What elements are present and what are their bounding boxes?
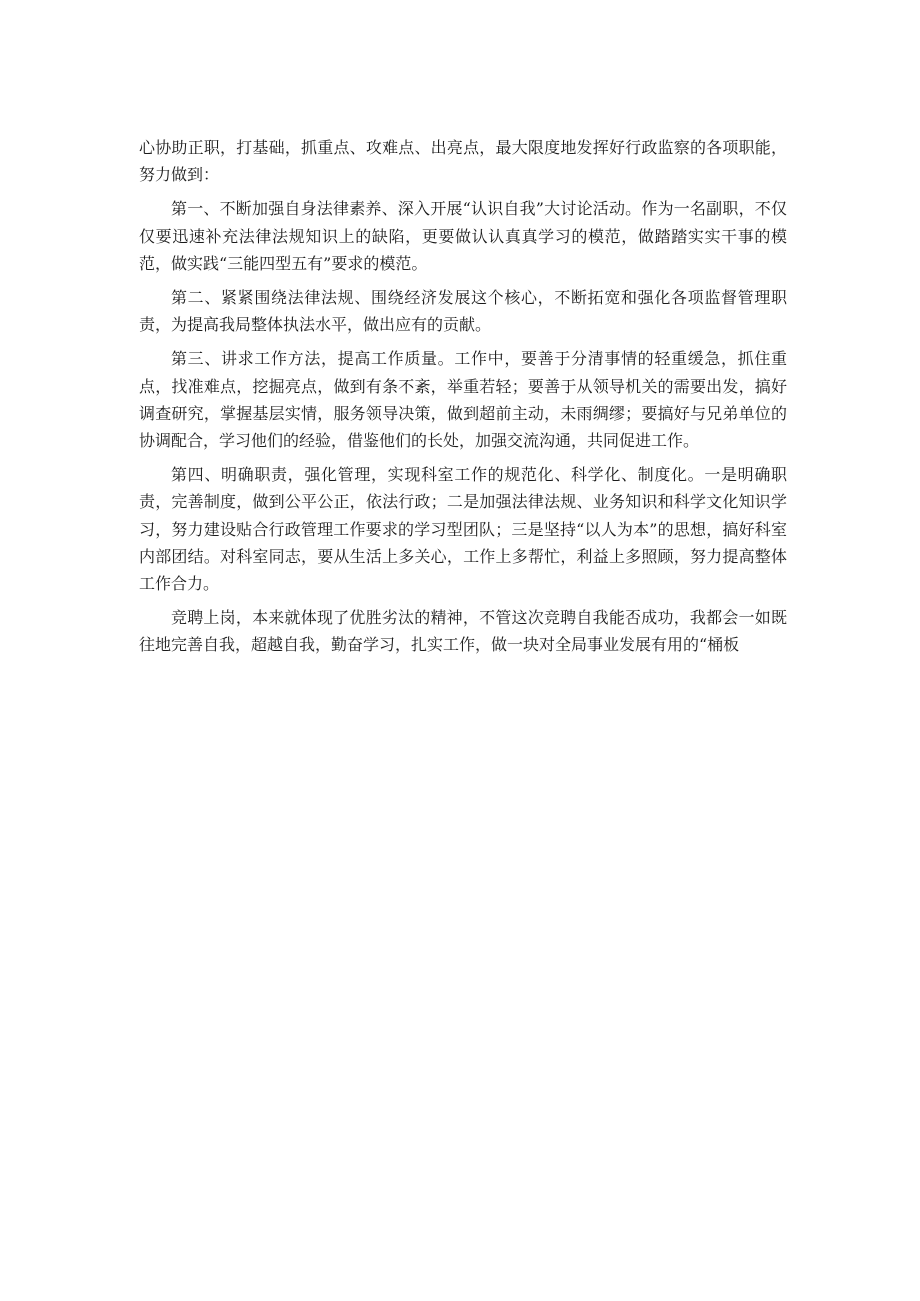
paragraph-continuation: 心协助正职，打基础，抓重点、攻难点、出亮点，最大限度地发挥好行政监察的各项职能，努力做到： [139, 138, 787, 185]
paragraph-first: 第一、不断加强自身法律素养、深入开展“认识自我”大讨论活动。作为一名副职，不仅仅要迅速补充法律法规知识上的缺陷，更要做认认真真学习的模范，做踏踏实实干事的模范，做实践“三能四型五有”要求的模范。 [139, 199, 787, 273]
paragraph-second: 第二、紧紧围绕法律法规、围绕经济发展这个核心，不断拓宽和强化各项监督管理职责，为提高我局整体执法水平，做出应有的贡献。 [139, 288, 787, 335]
document-body [139, 134, 787, 666]
paragraph-third: 第三、讲求工作方法，提高工作质量。工作中，要善于分清事情的轻重缓急，抓住重点，找准难点，挖掘亮点，做到有条不紊，举重若轻；要善于从领导机关的需要出发，搞好调查研究，掌握基层实情，服务领导决策，做到超前主动，未雨绸缪；要搞好与兄弟单位的协调配合，学习他们的经验，借鉴他们的长处，加强交流沟通，共同促进工作。 [139, 349, 787, 451]
paragraph-closing: 竞聘上岗，本来就体现了优胜劣汰的精神，不管这次竞聘自我能否成功，我都会一如既往地完善自我，超越自我，勤奋学习，扎实工作，做一块对全局事业发展有用的“桶板 [139, 608, 787, 655]
paragraph-fourth: 第四、明确职责，强化管理，实现科室工作的规范化、科学化、制度化。一是明确职责，完善制度，做到公平公正，依法行政；二是加强法律法规、业务知识和科学文化知识学习，努力建设贴合行政管理工作要求的学习型团队；三是坚持“以人为本”的思想，搞好科室内部团结。对科室同志，要从生活上多关心，工作上多帮忙，利益上多照顾，努力提高整体工作合力。 [139, 465, 787, 594]
